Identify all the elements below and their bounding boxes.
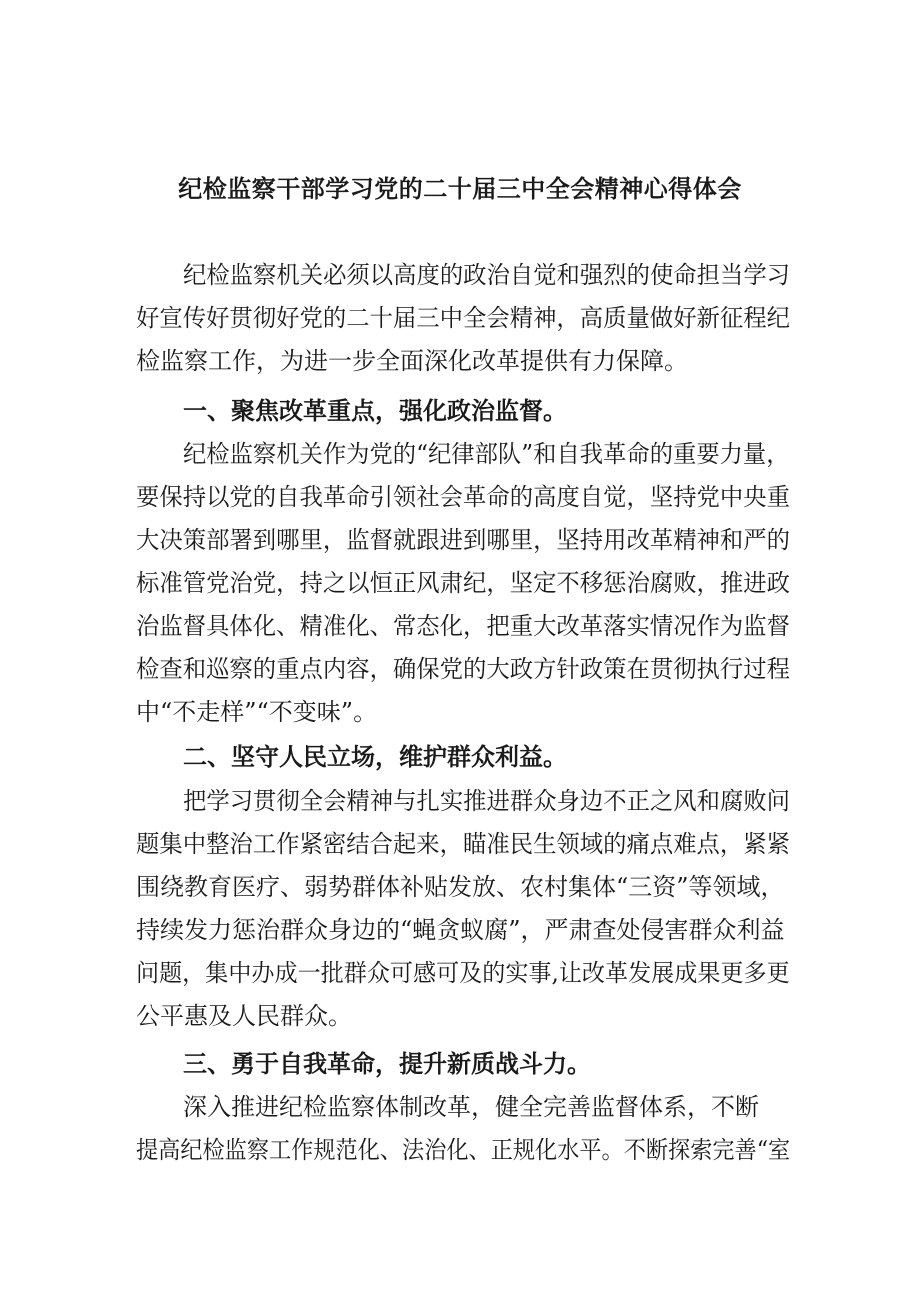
section2-line-1: 把学习贯彻全会精神与扎实推进群众身边不正之风和腐败问 (183, 787, 791, 815)
section2-heading: 二、坚守人民立场，维护群众利益。 (183, 742, 567, 771)
section2-line-5: 问题，集中办成一批群众可感可及的实事,让改革发展成果更多更 (136, 959, 790, 987)
section1-line-2: 要保持以党的自我革命引领社会革命的高度自觉，坚持党中央重 (136, 483, 790, 511)
intro-line-1: 纪检监察机关必须以高度的政治自觉和强烈的使命担当学习 (183, 261, 791, 289)
section3-line-1: 深入推进纪检监察体制改革，健全完善监督体系，不断 (183, 1093, 759, 1121)
section2-line-6: 公平惠及人民群众。 (136, 1002, 352, 1030)
section1-line-7: 中“不走样”“不变味”。 (136, 698, 378, 726)
section3-heading: 三、勇于自我革命，提升新质战斗力。 (183, 1049, 591, 1078)
document-title: 纪检监察干部学习党的二十届三中全会精神心得体会 (178, 174, 742, 203)
section2-line-3: 围绕教育医疗、弱势群体补贴发放、农村集体“三资”等领域， (136, 873, 785, 901)
section3-line-2: 提高纪检监察工作规范化、法治化、正规化水平。不断探索完善“室 (136, 1136, 791, 1164)
section1-line-3: 大决策部署到哪里，监督就跟进到哪里，坚持用改革精神和严的 (136, 526, 790, 554)
section1-line-5: 治监督具体化、精准化、常态化，把重大改革落实情况作为监督 (136, 612, 790, 640)
section2-line-4: 持续发力惩治群众身边的“蝇贪蚁腐”，严肃查处侵害群众利益 (136, 916, 785, 944)
section1-line-4: 标准管党治党，持之以恒正风肃纪，坚定不移惩治腐败，推进政 (136, 569, 790, 597)
section1-line-1: 纪检监察机关作为党的“纪律部队”和自我革命的重要力量， (183, 440, 790, 468)
intro-line-2: 好宣传好贯彻好党的二十届三中全会精神，高质量做好新征程纪 (136, 304, 790, 332)
section1-line-6: 检查和巡察的重点内容，确保党的大政方针政策在贯彻执行过程 (136, 655, 790, 683)
section1-heading: 一、聚焦改革重点，强化政治监督。 (183, 396, 567, 425)
intro-line-3: 检监察工作，为进一步全面深化改革提供有力保障。 (136, 347, 688, 375)
section2-line-2: 题集中整治工作紧密结合起来，瞄准民生领域的痛点难点，紧紧 (136, 830, 790, 858)
